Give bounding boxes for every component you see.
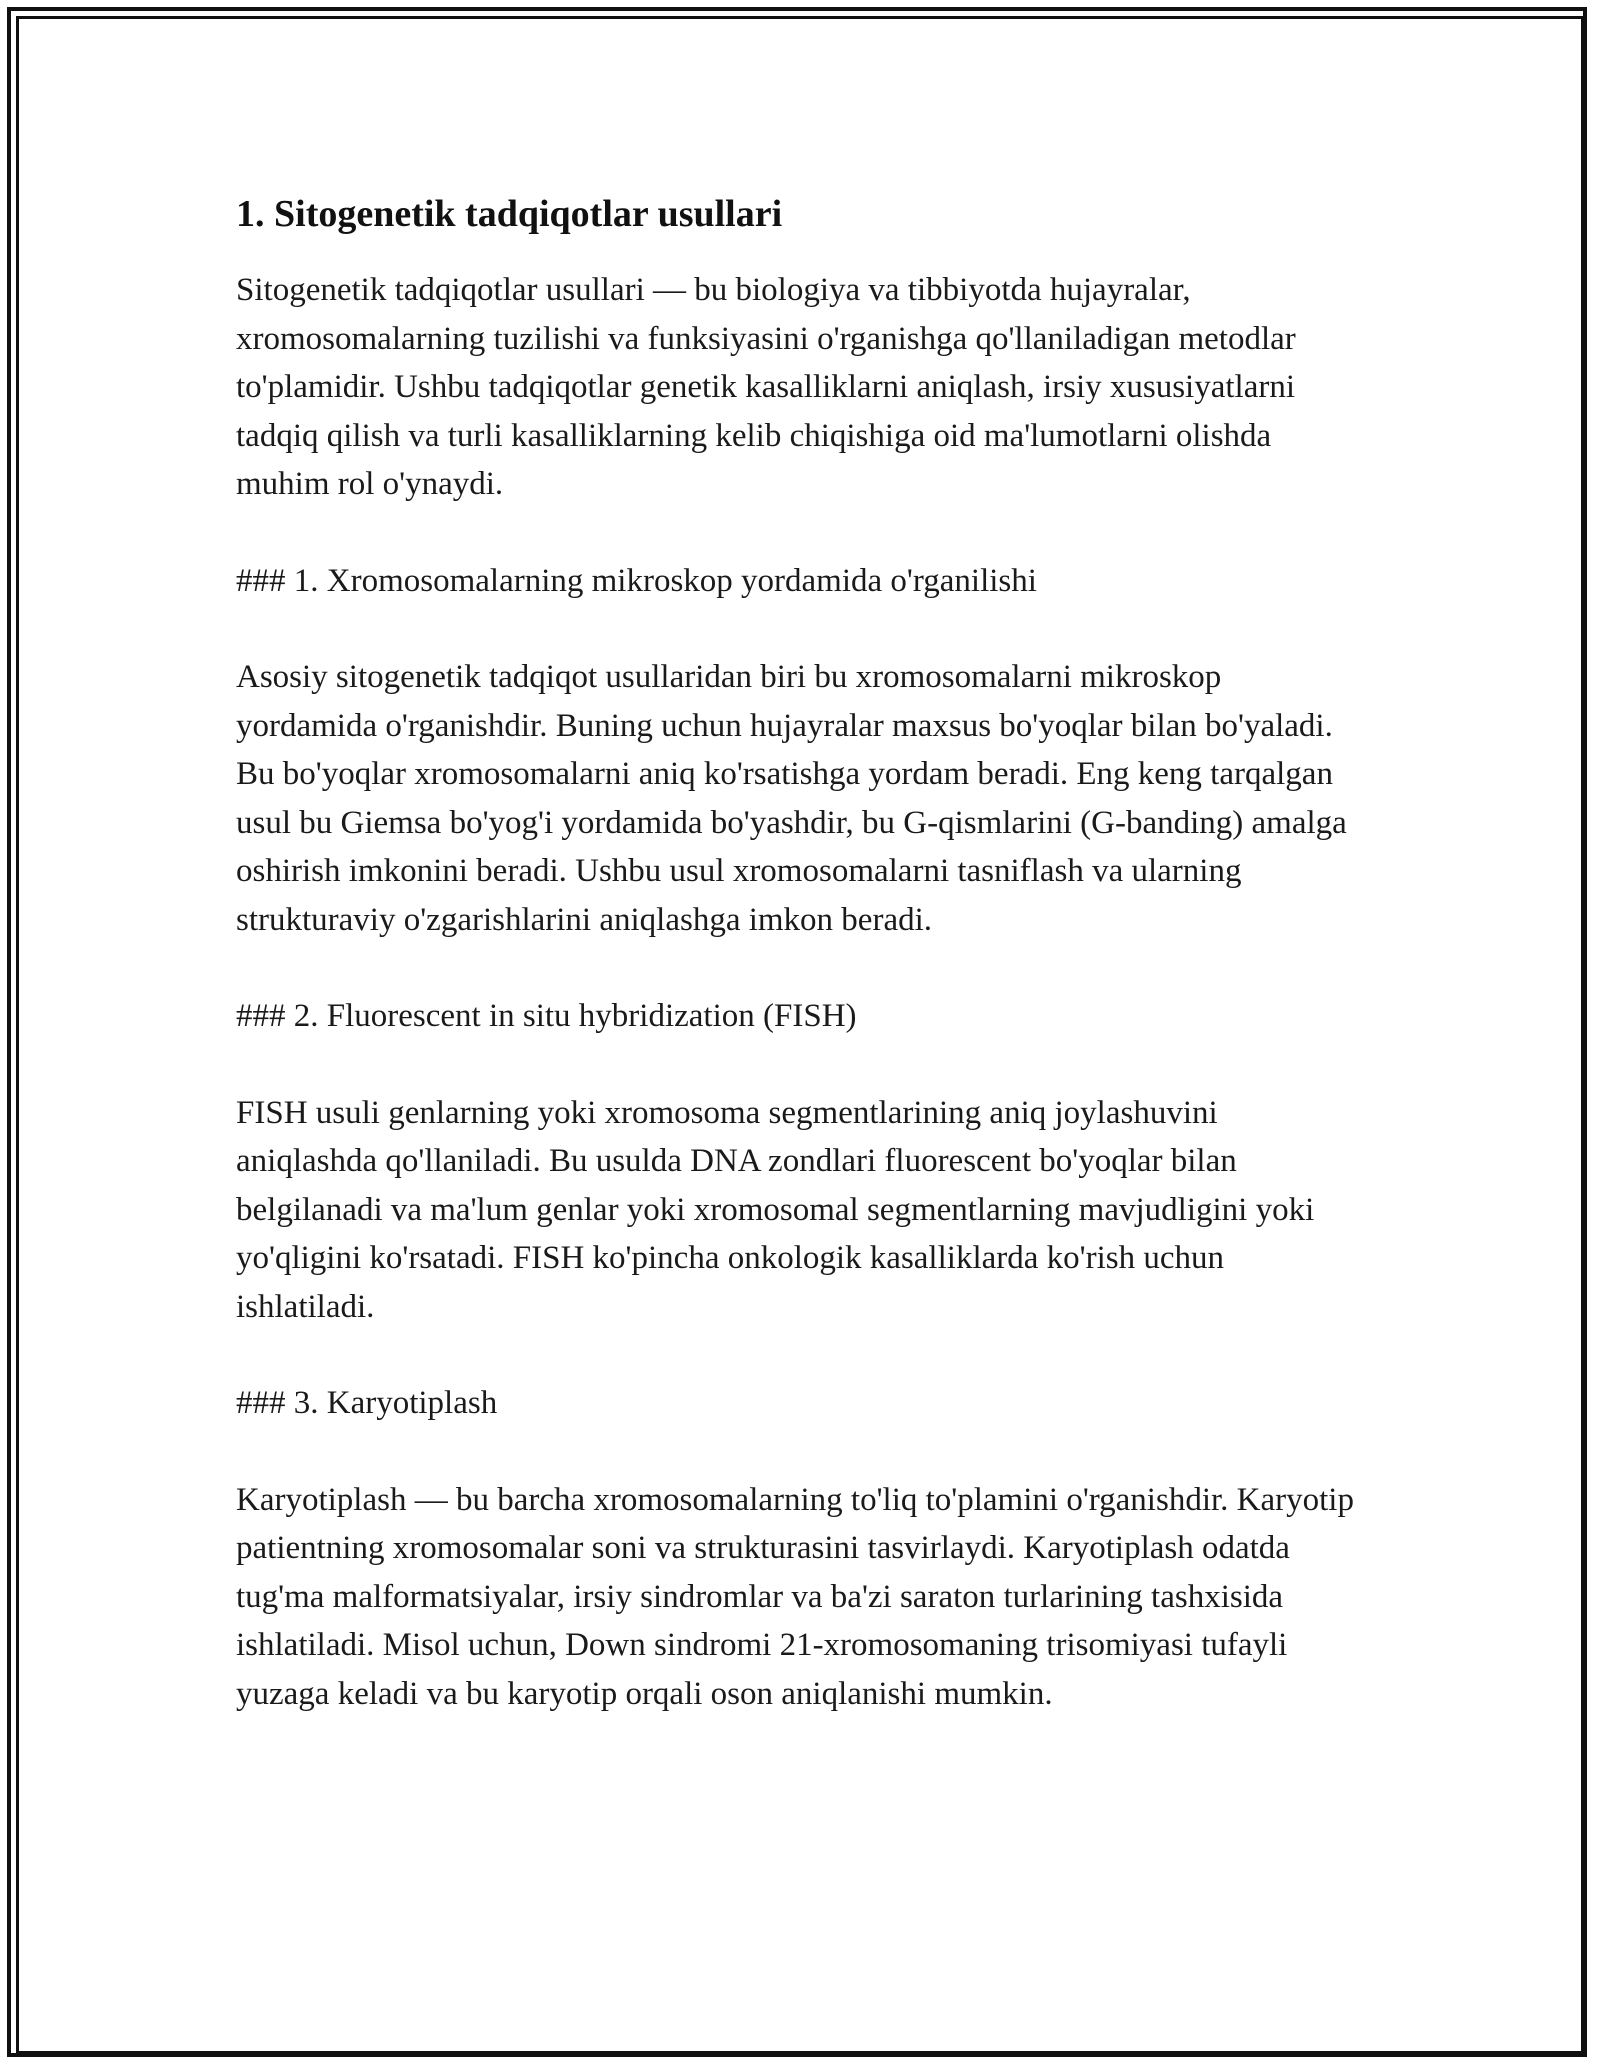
section-heading-fish: ### 2. Fluorescent in situ hybridization (FISH): [236, 998, 857, 1034]
intro-paragraph: Sitogenetik tadqiqotlar usullari — bu biologiya va tibbiyotda hujayralar, xromosomalarning tuzilishi va funksiyasini o'rganishga qo'llaniladigan metodlar to'plamidir. Ushbu tadqiqotlar genetik kasalliklarni aniqlash, irsiy xususiyatlarni tadqiq qilish va turli kasalliklarning kelib chiqishiga oid ma'lumotlarni olishda muhim rol o'ynaydi.: [236, 272, 1296, 502]
section-heading-karyotyping: ### 3. Karyotiplash: [236, 1385, 498, 1421]
section-body-karyotyping: Karyotiplash — bu barcha xromosomalarning to'liq to'plamini o'rganishdir. Karyotip patientning xromosomalar soni va strukturasini tasvirlaydi. Karyotiplash odatda tug'ma malformatsiyalar, irsiy sindromlar va ba'zi saraton turlarining tashxisida ishlatiladi. Misol uchun, Down sindromi 21-xromosomaning trisomiyasi tufayli yuzaga keladi va bu karyotip orqali oson aniqlanishi mumkin.: [236, 1481, 1354, 1712]
document-body: [236, 190, 1366, 1766]
section-body-fish: FISH usuli genlarning yoki xromosoma segmentlarining aniq joylashuvini aniqlashda qo'llaniladi. Bu usulda DNA zondlari fluorescent bo'yoqlar bilan belgilanadi va ma'lum genlar yoki xromosomal segmentlarning mavjudligini yoki yo'qligini ko'rsatadi. FISH ko'pincha onkologik kasalliklarda ko'rish uchun ishlatiladi.: [236, 1094, 1315, 1325]
section-heading-microscopy: ### 1. Xromosomalarning mikroskop yordamida o'rganilishi: [236, 562, 1037, 599]
section-body-microscopy: Asosiy sitogenetik tadqiqot usullaridan biri bu xromosomalarni mikroskop yordamida o'rganishdir. Buning uchun hujayralar maxsus bo'yoqlar bilan bo'yaladi. Bu bo'yoqlar xromosomalarni aniq ko'rsatishga yordam beradi. Eng keng tarqalgan usul bu Giemsa bo'yog'i yordamida bo'yashdir, bu G-qismlarini (G-banding) amalga oshirish imkonini beradi. Ushbu usul xromosomalarni tasniflash va ularning strukturaviy o'zgarishlarini aniqlashga imkon beradi.: [236, 659, 1347, 938]
document-title: 1. Sitogenetik tadqiqotlar usullari: [236, 193, 783, 235]
